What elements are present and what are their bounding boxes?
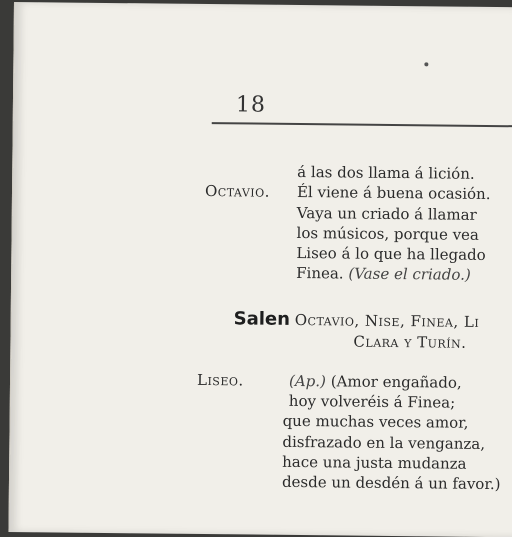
verse-line: disfrazado en la venganza, [282, 432, 486, 453]
verse-text: (Amor engañado, [330, 372, 462, 392]
ink-speck [424, 62, 428, 66]
verse-line: Liseo á lo que ha llegado [296, 243, 486, 264]
entrance-direction [234, 308, 480, 332]
verse-line: hace una justa mudanza [282, 452, 467, 473]
verse-line: que muchas veces amor, [282, 411, 469, 432]
verse-line: á las dos llama á lición. [297, 162, 475, 183]
verse-line: los músicos, porque vea [296, 223, 480, 244]
stage-direction: (Vase el criado.) [348, 264, 471, 284]
verse-line: hoy volveréis á Finea; [288, 391, 456, 412]
book-page [8, 2, 512, 537]
verse-line [289, 372, 462, 392]
speaker-octavio: Octavio. [204, 182, 271, 201]
verse-line: Vaya un criado á llamar [296, 203, 477, 224]
verse-line: desde un desdén á un favor.) [281, 472, 501, 494]
verse-line [296, 264, 471, 284]
character-names-continued: Clara y Turín. [353, 332, 467, 352]
entrance-word: Salen [233, 308, 291, 330]
page-number: 18 [235, 92, 267, 118]
character-names: Octavio, Nise, Finea, Li [294, 310, 480, 331]
speaker-liseo: Liseo. [196, 370, 244, 390]
verse-text: Finea. [296, 263, 344, 283]
verse-line: Él viene á buena ocasión. [296, 182, 491, 204]
header-rule [212, 122, 512, 127]
aside-direction: (Ap.) [288, 371, 327, 391]
